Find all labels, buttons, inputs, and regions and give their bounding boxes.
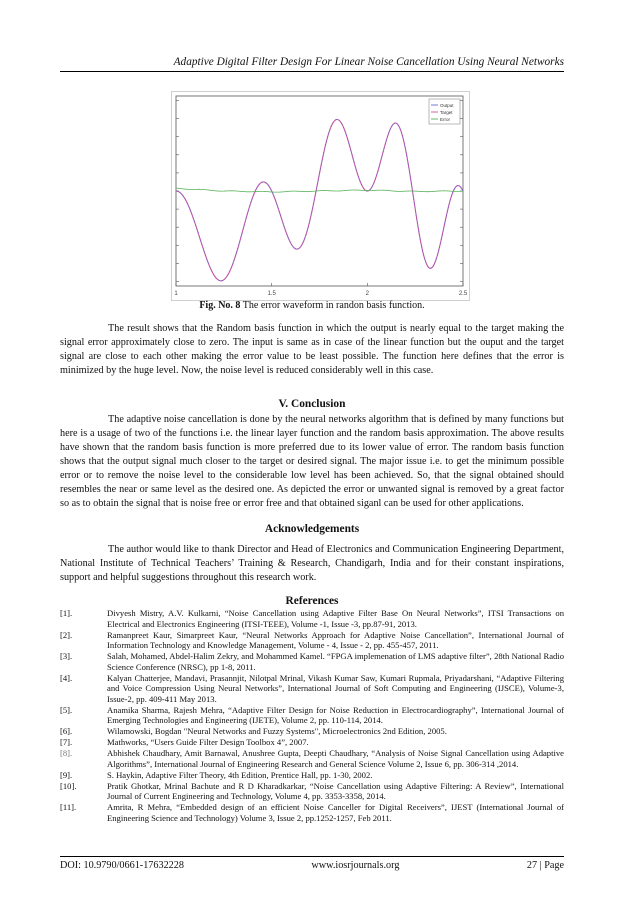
figure-caption-text: The error waveform in randon basis function. xyxy=(242,300,425,311)
conclusion-heading: V. Conclusion xyxy=(278,398,346,410)
reference-item xyxy=(60,608,564,629)
reference-text: S. Haykin, Adaptive Filter Theory, 4th Edition, Prentice Hall, pp. 1-30, 2002. xyxy=(107,769,373,780)
acknowledgements-heading: Acknowledgements xyxy=(264,523,360,535)
reference-number: [11]. xyxy=(60,802,77,812)
running-title: Adaptive Digital Filter Design For Linear Noise Cancellation Using Neural Networks xyxy=(60,56,564,72)
reference-text: Wilamowski, Bogdan "Neural Networks and Fuzzy Systems", Microelectronics 2nd Edition, 2005. xyxy=(107,726,447,736)
page-footer xyxy=(60,856,564,871)
references-heading: References xyxy=(285,595,339,607)
reference-item xyxy=(60,651,564,672)
reference-text: Kalyan Chatterjee, Mandavi, Prasannjit, Nilotpal Mrinal, Vikash Kumar Saw, Kumari Rupmala, Priyadarshani, “Adaptive Filtering and Voice Compression Using Neural Networks”, International Journal of Soft Computing and Engineering (IJSCE), Volume-3, Issue-2, pp. 409-411 May 2013. xyxy=(107,672,564,704)
reference-number: [2]. xyxy=(60,629,73,640)
reference-item xyxy=(60,802,564,823)
reference-text: Divyesh Mistry, A.V. Kulkarni, “Noise Cancellation using Adaptive Filter Base On Neural Networks”, ITSI Transactions on Electrical and Electronics Engineering (ITSI-TEEE), Volume -1, Issue -3, pp.87-91, 2013. xyxy=(107,608,564,629)
error-waveform-figure xyxy=(171,91,470,301)
x-tick-label: 1 xyxy=(174,291,178,297)
reference-number: [6]. xyxy=(60,726,73,736)
footer-page-number: 27 | Page xyxy=(526,860,564,871)
x-tick-label: 2.5 xyxy=(458,291,468,297)
x-tick-label: 2 xyxy=(365,291,370,297)
reference-item xyxy=(60,673,564,705)
figure-caption-label: Fig. No. 8 xyxy=(199,300,241,311)
reference-number: [3]. xyxy=(60,651,73,661)
reference-list xyxy=(60,608,564,824)
reference-text: Anamika Sharma, Rajesh Mehra, “Adaptive Filter Design for Noise Reduction in Electrocardiography”, International Journal of Emerging Technologies and Engineering (IJETE), Volume 2, pp. 110-114, 2014. xyxy=(107,704,564,725)
figure-caption xyxy=(60,300,564,311)
reference-text: Salah, Mohamed, Abdel-Halim Zekry, and Mohammed Kamel. “FPGA implemenation of LMS adaptive filter”, 28th National Radio Science Conference (NRSC), pp 1-8, 2011. xyxy=(107,651,564,672)
x-tick-label: 1.5 xyxy=(267,291,276,297)
reference-text: Ramanpreet Kaur, Simarpreet Kaur, “Neural Networks Approach for Adaptive Noise Cancellation”, International Journal of Information Technology and Knowledge Management, Volume - 4, Issue - 2, pp. 455-457, 2011. xyxy=(107,629,564,650)
reference-number: [1]. xyxy=(60,608,73,618)
legend-label: Output xyxy=(440,103,454,108)
footer-website: www.iosrjournals.org xyxy=(311,860,400,871)
reference-number: [10]. xyxy=(60,780,77,791)
legend-label: Error xyxy=(440,117,450,122)
reference-text: Abhishek Chaudhary, Amit Barnawal, Anushree Gupta, Deepti Chaudhary, “Analysis of Noise Signal Cancellation using Adaptive Algorithms”, International Journal of Engineering Research and General Science Volume 2, Issue 6, pp. 306-314 ,2014. xyxy=(107,748,564,769)
reference-item xyxy=(60,726,564,737)
error-waveform-chart xyxy=(172,92,469,300)
conclusion-paragraph: The adaptive noise cancellation is done by the neural networks algorithm that is defined by many functions but here is a usage of two of the functions i.e. the linear layer function and the random basis approximation. The above results have shown that the random basis function is more preferred due to its lower value of error. The random basis function shows that the output signal much closer to the target or desired signal. The major issue i.e. to get the minimum possible error or to remove the noise level to the considerable low level has been achieved. So, that the signal obtained should resembles the near or same level as the desired one. As depicted the error or unwanted signal is removed by a great factor so as to obtain the signal that is noise free or error free and that obtained siganl can be used for other applications. xyxy=(60,414,564,509)
reference-number: [4]. xyxy=(60,672,73,683)
footer-doi: DOI: 10.9790/0661-17632228 xyxy=(60,860,184,871)
reference-text: Amrita, R Mehra, “Embedded design of an efficient Noise Canceller for Digital Receivers”, IJEST (International Journal of Engineering Science and Technology) Volume 3, Issue 2, pp.1252-1257, Feb 2011. xyxy=(107,802,564,823)
reference-item xyxy=(60,705,564,726)
reference-item xyxy=(60,770,564,781)
reference-item xyxy=(60,737,564,748)
reference-text: Pratik Ghotkar, Mrinal Bachute and R D Kharadkarkar, “Noise Cancellation using Adaptive Filtering: A Review”, International Journal of Current Engineering and Technology, Volume 4, pp. 3353-3358, 2014. xyxy=(107,780,564,801)
reference-item xyxy=(60,748,564,769)
acknowledgements-paragraph: The author would like to thank Director and Head of Electronics and Communication Engineering Department, National Institute of Technical Teachers’ Training & Research, Chandigarh, India and for their constant inspirations, support and helpful suggestions throughout this research work. xyxy=(60,544,564,583)
reference-text: Mathworks, “Users Guide Filter Design Toolbox 4”, 2007. xyxy=(107,737,309,747)
reference-number: [5]. xyxy=(60,704,73,715)
reference-number: [7]. xyxy=(60,737,73,747)
reference-item xyxy=(60,630,564,651)
reference-number: [8]. xyxy=(60,748,73,758)
result-paragraph: The result shows that the Random basis function in which the output is nearly equal to the target making the signal error approximately close to zero. The input is same as in case of the linear function but the ouput and the target signal are close to each other making the error value to be least possible. The function here defines that the error is minimized by the huge level. Now, the noise level is reduced considerably well in this case. xyxy=(60,323,564,376)
reference-number: [9]. xyxy=(60,769,73,780)
legend-label: Target xyxy=(440,110,453,115)
reference-item xyxy=(60,781,564,802)
